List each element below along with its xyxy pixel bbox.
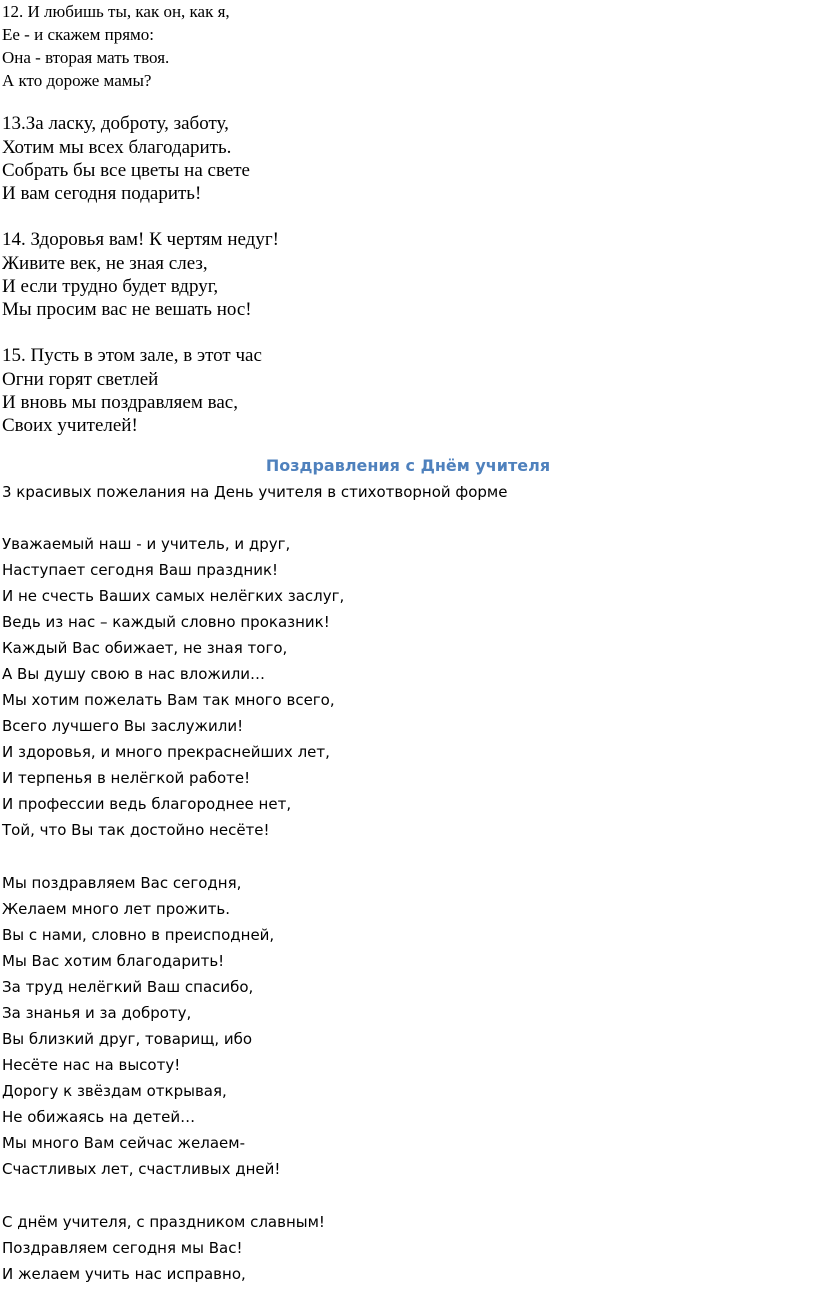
poem-line: Мы хотим пожелать Вам так много всего, [2, 691, 335, 709]
poem-line: За знанья и за доброту, [2, 1004, 192, 1022]
poem-line: А Вы душу свою в нас вложили… [2, 665, 266, 683]
text-line: Живите век, не зная слез, [2, 253, 208, 274]
poem-line: Вы с нами, словно в преисподней, [2, 926, 275, 944]
poem-line: Счастливых лет, счастливых дней! [2, 1160, 281, 1178]
poem-line: Всего лучшего Вы заслужили! [2, 717, 244, 735]
poem-line: И профессии ведь благороднее нет, [2, 795, 292, 813]
poem-line: Не обижаясь на детей… [2, 1108, 196, 1126]
poem-line: С днём учителя, с праздником славным! [2, 1213, 325, 1231]
text-line: И если трудно будет вдруг, [2, 276, 219, 297]
subtitle: 3 красивых пожелания на День учителя в стихотворной форме [2, 483, 508, 501]
poem-line: И желаем учить нас исправно, [2, 1265, 246, 1283]
text-line: 12. И любишь ты, как он, как я, [2, 2, 230, 21]
text-line: Своих учителей! [2, 415, 138, 436]
poem-line: Той, что Вы так достойно несёте! [2, 821, 270, 839]
poem-line: Дорогу к звёздам открывая, [2, 1082, 227, 1100]
poem-line: Мы много Вам сейчас желаем- [2, 1134, 246, 1152]
poem-line: Уважаемый наш - и учитель, и друг, [2, 535, 291, 553]
section-heading: Поздравления с Днём учителя [265, 456, 551, 475]
poem-line: Поздравляем сегодня мы Вас! [2, 1239, 243, 1257]
poem-line: Мы поздравляем Вас сегодня, [2, 874, 242, 892]
text-line: 14. Здоровья вам! К чертям недуг! [2, 229, 279, 250]
text-line: Она - вторая мать твоя. [2, 48, 170, 67]
poem-line: Несёте нас на высоту! [2, 1056, 181, 1074]
poem-line: Каждый Вас обижает, не зная того, [2, 639, 288, 657]
poem-line: Мы Вас хотим благодарить! [2, 952, 225, 970]
poem-line: За труд нелёгкий Ваш спасибо, [2, 978, 254, 996]
poem-line: Желаем много лет прожить. [2, 900, 231, 918]
poem-line: Вы близкий друг, товарищ, ибо [2, 1030, 253, 1048]
text-line: Хотим мы всех благодарить. [2, 137, 232, 158]
poem-line: И не счесть Ваших самых нелёгких заслуг, [2, 587, 345, 605]
text-line: Огни горят светлей [2, 369, 159, 390]
text-line: Ее - и скажем прямо: [2, 25, 155, 44]
text-line: И вам сегодня подарить! [2, 183, 202, 204]
text-line: И вновь мы поздравляем вас, [2, 392, 238, 413]
poem-line: Ведь из нас – каждый словно проказник! [2, 613, 330, 631]
text-line: 15. Пусть в этом зале, в этот час [2, 345, 262, 366]
text-line: 13.За ласку, доброту, заботу, [2, 113, 229, 134]
text-line: А кто дороже мамы? [2, 71, 152, 90]
poem-line: И терпенья в нелёгкой работе! [2, 769, 251, 787]
poem-line: И здоровья, и много прекраснейших лет, [2, 743, 330, 761]
text-line: Собрать бы все цветы на свете [2, 160, 250, 181]
poem-line: Наступает сегодня Ваш праздник! [2, 561, 279, 579]
text-line: Мы просим вас не вешать нос! [2, 299, 252, 320]
